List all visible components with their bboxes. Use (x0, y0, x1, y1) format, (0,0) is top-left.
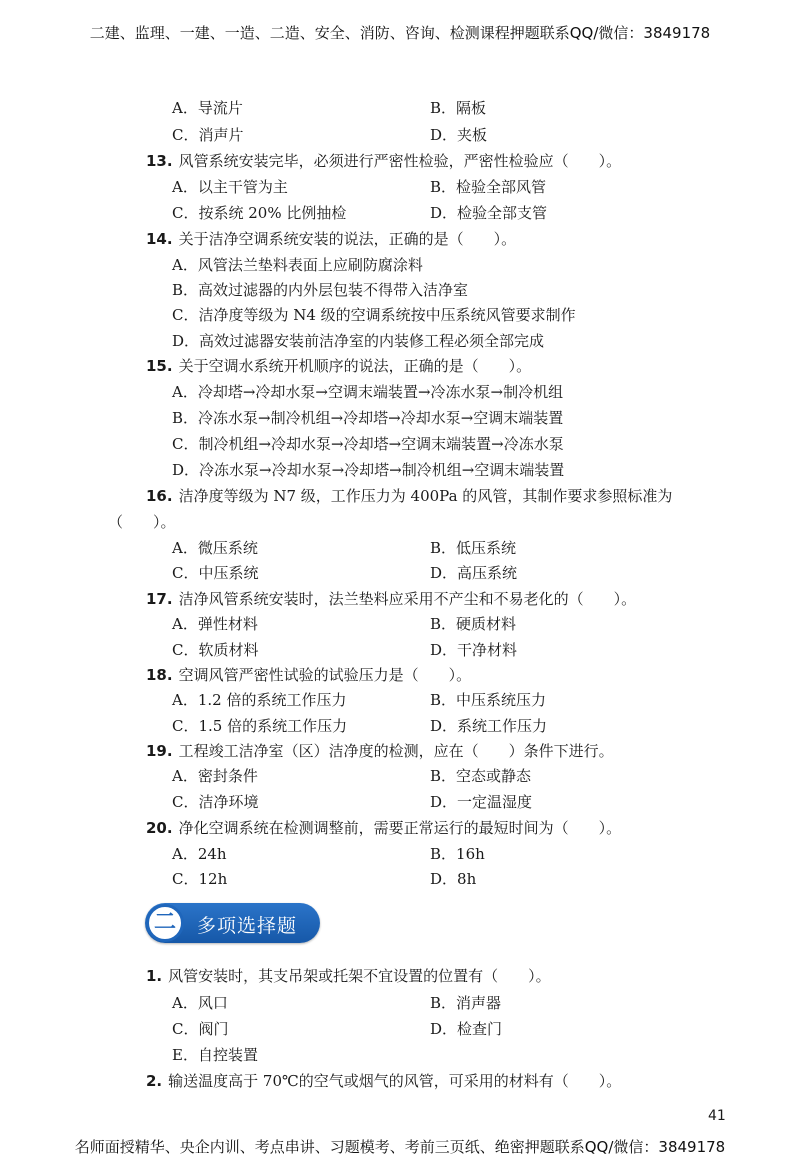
q20-option-c: C．12h (172, 870, 228, 888)
q12-option-b: B．隔板 (430, 99, 487, 117)
question-text: 风管安装时，其支吊架或托架不宜设置的位置有（ ）。 (168, 967, 551, 985)
question-number: 2. (146, 1072, 163, 1090)
q15-option-d: D．冷冻水泵→冷却水泵→冷却塔→制冷机组→空调末端装置 (172, 461, 565, 479)
q14-option-c: C．洁净度等级为 N4 级的空调系统按中压系统风管要求制作 (172, 306, 576, 324)
q17-option-d: D．干净材料 (430, 641, 518, 659)
question-number: 19. (146, 742, 173, 760)
q14-option-d: D．高效过滤器安装前洁净室的内装修工程必须全部完成 (172, 332, 545, 350)
q14-option-b: B．高效过滤器的内外层包装不得带入洁净室 (172, 281, 469, 299)
q20-option-b: B．16h (430, 845, 485, 863)
q18-option-c: C．1.5 倍的系统工作压力 (172, 717, 348, 735)
question-19 (146, 741, 614, 761)
question-16-continuation: （ ）。 (108, 513, 176, 531)
question-text: 工程竣工洁净室（区）洁净度的检测，应在（ ）条件下进行。 (178, 742, 614, 760)
question-number: 1. (146, 967, 163, 985)
m1-option-a: A．风口 (172, 994, 228, 1012)
question-number: 15. (146, 357, 173, 375)
q15-option-c: C．制冷机组→冷却水泵→冷却塔→空调末端装置→冷冻水泵 (172, 435, 564, 453)
q17-option-a: A．弹性材料 (172, 615, 258, 633)
m1-option-d: D．检查门 (430, 1020, 503, 1038)
question-text: 关于空调水系统开机顺序的说法，正确的是（ ）。 (178, 357, 532, 375)
m1-option-c: C．阀门 (172, 1020, 229, 1038)
q13-option-b: B．检验全部风管 (430, 178, 547, 196)
q15-option-a: A．冷却塔→冷却水泵→空调末端装置→冷冻水泵→制冷机组 (172, 383, 564, 401)
question-number: 14. (146, 230, 173, 248)
q16-option-a: A．微压系统 (172, 539, 258, 557)
question-13 (146, 151, 621, 171)
q12-option-a: A．导流片 (172, 99, 243, 117)
q16-option-b: B．低压系统 (430, 539, 517, 557)
q20-option-d: D．8h (430, 870, 477, 888)
question-number: 18. (146, 666, 173, 684)
header-banner: 二建、监理、一建、一造、二造、安全、消防、咨询、检测课程押题联系QQ/微信：3849178 (89, 24, 711, 42)
q15-option-b: B．冷冻水泵→制冷机组→冷却塔→冷却水泵→空调末端装置 (172, 409, 564, 427)
m1-option-b: B．消声器 (430, 994, 502, 1012)
question-15 (146, 356, 531, 376)
question-text: 净化空调系统在检测调整前，需要正常运行的最短时间为（ ）。 (178, 819, 622, 837)
q12-option-c: C．消声片 (172, 126, 244, 144)
q19-option-b: B．空态或静态 (430, 767, 532, 785)
q17-option-c: C．软质材料 (172, 641, 259, 659)
question-text: 空调风管严密性试验的试验压力是（ ）。 (178, 666, 472, 684)
q19-option-a: A．密封条件 (172, 767, 258, 785)
multi-question-2 (146, 1071, 621, 1091)
footer-banner: 名师面授精华、央企内训、考点串讲、习题模考、考前三页纸、绝密押题联系QQ/微信：3849178 (74, 1138, 726, 1156)
q16-option-d: D．高压系统 (430, 564, 518, 582)
question-14 (146, 229, 516, 249)
question-20 (146, 818, 621, 838)
question-number: 17. (146, 590, 173, 608)
question-text: 洁净风管系统安装时，法兰垫料应采用不产尘和不易老化的（ ）。 (178, 590, 637, 608)
q20-option-a: A．24h (172, 845, 227, 863)
q19-option-c: C．洁净环境 (172, 793, 259, 811)
question-16 (146, 486, 672, 506)
question-text: 关于洁净空调系统安装的说法，正确的是（ ）。 (178, 230, 517, 248)
q14-option-a: A．风管法兰垫料表面上应刷防腐涂料 (172, 256, 423, 274)
question-number: 16. (146, 487, 173, 505)
q16-option-c: C．中压系统 (172, 564, 259, 582)
question-text: 风管系统安装完毕，必须进行严密性检验，严密性检验应（ ）。 (178, 152, 622, 170)
question-text: 洁净度等级为 N7 级，工作压力为 400Pa 的风管，其制作要求参照标准为 (178, 487, 673, 505)
question-18 (146, 665, 471, 685)
question-number: 20. (146, 819, 173, 837)
question-text: 输送温度高于 70℃的空气或烟气的风管，可采用的材料有（ ）。 (168, 1072, 622, 1090)
q12-option-d: D．夹板 (430, 126, 488, 144)
section-number-badge: 二 (146, 904, 184, 942)
m1-option-e: E．自控装置 (172, 1046, 258, 1064)
q18-option-b: B．中压系统压力 (430, 691, 547, 709)
q13-option-c: C．按系统 20% 比例抽检 (172, 204, 347, 222)
q19-option-d: D．一定温湿度 (430, 793, 533, 811)
section-title: 多项选择题 (197, 915, 298, 937)
question-number: 13. (146, 152, 173, 170)
q13-option-a: A．以主干管为主 (172, 178, 288, 196)
question-17 (146, 589, 636, 609)
q13-option-d: D．检验全部支管 (430, 204, 548, 222)
page-number: 41 (708, 1108, 726, 1124)
q18-option-d: D．系统工作压力 (430, 717, 548, 735)
section-heading (145, 903, 320, 943)
multi-question-1 (146, 966, 551, 986)
q18-option-a: A．1.2 倍的系统工作压力 (172, 691, 347, 709)
q17-option-b: B．硬质材料 (430, 615, 517, 633)
